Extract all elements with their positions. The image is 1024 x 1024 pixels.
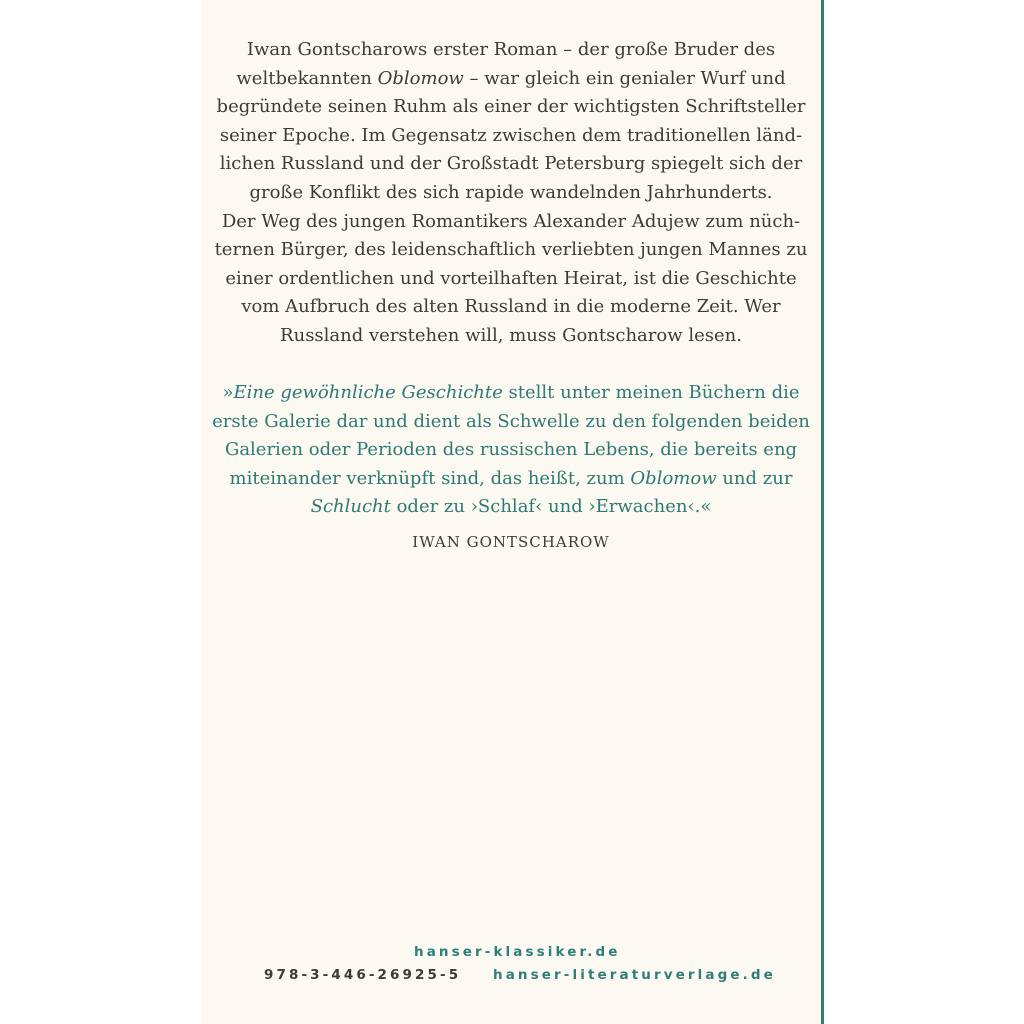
klassiker-website-link[interactable]: hanser-klassiker.de (414, 944, 621, 960)
isbn-number: 978-3-446-26925-5 (264, 967, 462, 983)
description-line: Iwan Gontscharows erster Roman – der große Bruder des (246, 39, 776, 60)
quote-line: Galerien oder Perioden des russischen Lebens, die bereits eng (224, 439, 798, 461)
description-line: lichen Russland und der Großstadt Petersburg spiegelt sich der (219, 153, 803, 175)
description-line: ternen Bürger, des leidenschaftlich verliebten jungen Mannes zu (214, 239, 808, 261)
literaturverlage-website-link[interactable]: hanser-literaturverlage.de (493, 967, 776, 983)
spine-edge-stripe (821, 0, 824, 1024)
book-description (201, 36, 821, 351)
back-cover (201, 0, 821, 1024)
quote-line: »Eine gewöhnliche Geschichte stellt unter meinen Büchern die (222, 382, 800, 403)
description-line: seiner Epoche. Im Gegensatz zwischen dem traditionellen länd- (219, 124, 803, 146)
quote-line: erste Galerie dar und dient als Schwelle zu den folgenden beiden (212, 410, 810, 432)
author-quote (201, 379, 821, 522)
description-line: Russland verstehen will, muss Gontscharow lesen. (280, 324, 742, 346)
description-line: weltbekannten Oblomow – war gleich ein genialer Wurf und (236, 67, 786, 89)
quote-line: Schlucht oder zu ›Schlaf‹ und ›Erwachen‹.« (310, 496, 712, 518)
description-line: vom Aufbruch des alten Russland in die moderne Zeit. Wer (241, 296, 781, 318)
quote-line: miteinander verknüpft sind, das heißt, zum Oblomow und zur (229, 467, 793, 489)
description-line: begründete seinen Ruhm als einer der wichtigsten Schriftsteller (216, 96, 806, 118)
description-line: große Konflikt des sich rapide wandelnden Jahrhunderts. (249, 181, 773, 203)
description-line: einer ordentlichen und vorteilhaften Heirat, ist die Geschichte (225, 267, 797, 289)
quote-attribution: IWAN GONTSCHAROW (412, 533, 610, 551)
description-line: Der Weg des jungen Romantikers Alexander Adujew zum nüch- (221, 210, 801, 232)
